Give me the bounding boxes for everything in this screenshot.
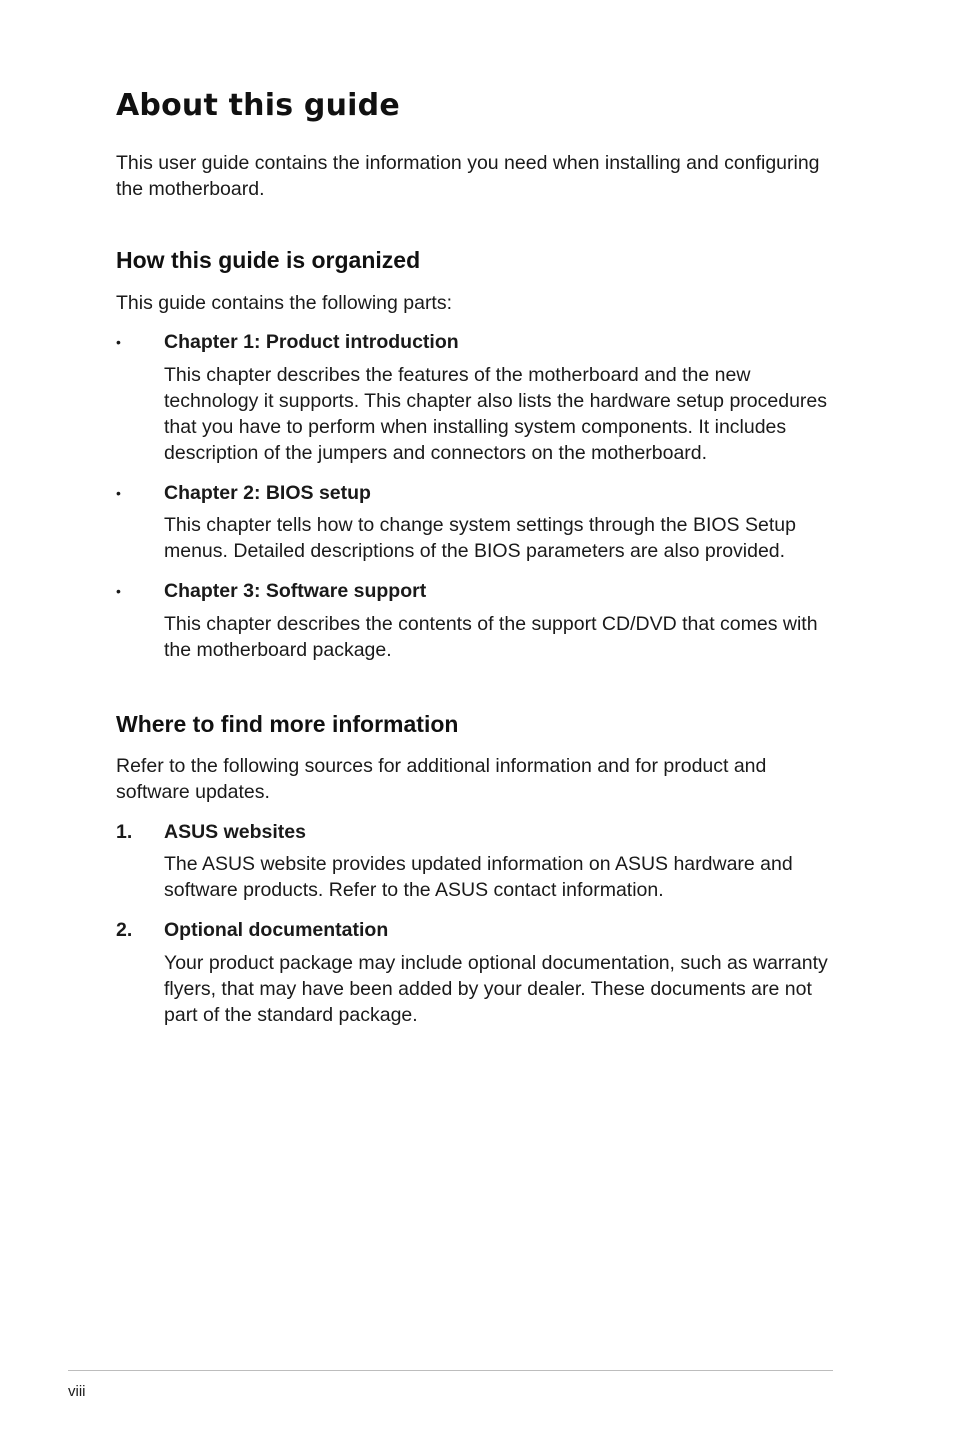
chapter-3-title: Chapter 3: Software support (164, 580, 427, 602)
bullet: • (116, 485, 121, 501)
chapter-3-description: This chapter describes the contents of the support CD/DVD that comes with the motherboard package. (164, 613, 818, 661)
more-info-lead: Refer to the following sources for additional information and for product and software updates. (116, 755, 767, 803)
bullet: • (116, 583, 121, 599)
chapter-1-title: Chapter 1: Product introduction (164, 331, 459, 353)
organized-lead: This guide contains the following parts: (116, 292, 453, 314)
chapter-1-description: This chapter describes the features of the motherboard and the new technology it supports. This chapter also lists the hardware setup procedures that you have to perform when installing system components. It includes description of the jumpers and connectors on the motherboard. (164, 364, 827, 464)
optional-documentation-description: Your product package may include optional documentation, such as warranty flyers, that may have been added by your dealer. These documents are not part of the standard package. (164, 952, 828, 1026)
intro-paragraph: This user guide contains the information you need when installing and configuring the motherboard. (116, 152, 820, 200)
list-number: 2. (116, 919, 133, 941)
page-number: viii (68, 1383, 86, 1400)
chapter-2-title: Chapter 2: BIOS setup (164, 482, 371, 504)
footer-divider (68, 1370, 833, 1371)
optional-documentation-title: Optional documentation (164, 919, 389, 941)
section-heading-more-info: Where to find more information (116, 711, 459, 737)
asus-websites-description: The ASUS website provides updated information on ASUS hardware and software products. Refer to the ASUS contact information. (164, 853, 793, 901)
asus-websites-title: ASUS websites (164, 821, 306, 843)
section-heading-organized: How this guide is organized (116, 247, 421, 273)
chapter-2-description: This chapter tells how to change system settings through the BIOS Setup menus. Detailed descriptions of the BIOS parameters are also provided. (164, 514, 796, 562)
bullet: • (116, 334, 121, 350)
page-title: About this guide (116, 88, 400, 123)
list-number: 1. (116, 821, 133, 843)
